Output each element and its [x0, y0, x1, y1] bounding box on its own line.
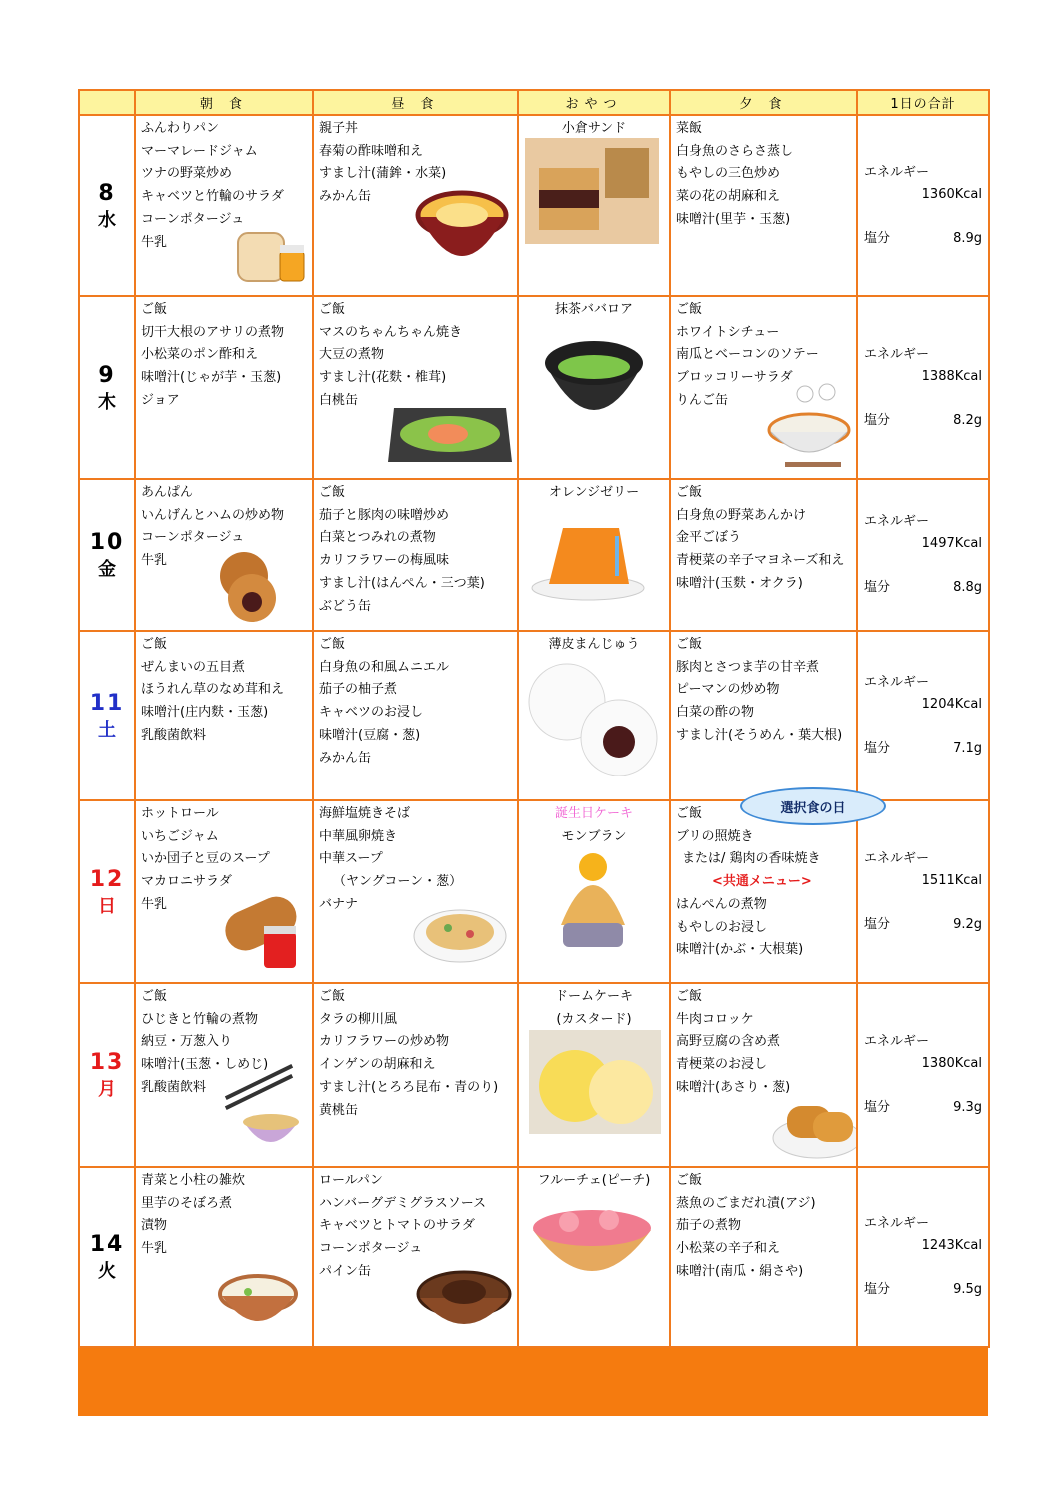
menu-item: ツナの野菜炒め [141, 166, 233, 182]
weekly-menu-table [78, 89, 990, 1348]
menu-item: 漬物 [141, 1218, 168, 1234]
menu-item: 牛乳 [141, 896, 168, 912]
menu-item: すまし汁(花麩・椎茸) [319, 370, 447, 386]
menu-item: 味噌汁(豆腐・葱) [319, 727, 421, 743]
salt-row [858, 228, 988, 250]
manju-icon [527, 662, 665, 776]
dinner-cell [670, 479, 857, 631]
salt-label: 塩分 [864, 916, 891, 932]
day-weekday: 金 [98, 559, 116, 580]
lunch-list [314, 632, 517, 770]
day-number: 13 [89, 1050, 125, 1075]
white-stew-icon [765, 380, 853, 472]
menu-item: はんぺんの煮物 [676, 896, 767, 912]
energy-label: エネルギー [864, 1034, 930, 1049]
dinner-list [671, 116, 856, 232]
menu-item: 黄桃缶 [319, 1102, 359, 1118]
menu-item: 牛乳 [141, 234, 168, 250]
menu-item: 牛乳 [141, 1241, 168, 1257]
daily-total-cell [857, 296, 989, 479]
snack-name: 小倉サンド [561, 121, 627, 136]
menu-item: ブロッコリーサラダ [676, 370, 793, 386]
menu-item: 菜の花の胡麻和え [676, 189, 781, 205]
daily-total-cell [857, 983, 989, 1167]
day-weekday: 日 [98, 895, 116, 917]
header-day [79, 90, 135, 115]
snack-name: 誕生日ケーキ [554, 806, 633, 821]
day-weekday: 水 [98, 209, 116, 231]
menu-item: いか団子と豆のスープ [141, 851, 270, 867]
menu-item: 白身魚の野菜あんかけ [676, 507, 807, 523]
day-weekday: 木 [98, 391, 116, 413]
salt-label: 塩分 [864, 1282, 891, 1297]
menu-item: マーマレードジャム [141, 143, 258, 159]
day-cell [79, 115, 135, 296]
selection-day-badge: 選択食の日 [740, 787, 886, 825]
menu-item: バナナ [319, 896, 359, 912]
dinner-cell [670, 631, 857, 800]
menu-item: ホワイトシチュー [676, 324, 780, 340]
salt-value: 8.2g [953, 412, 982, 428]
footer-bar [78, 1348, 988, 1416]
breakfast-list [136, 1168, 312, 1261]
salt-row [858, 577, 988, 599]
day-number: 14 [89, 1232, 125, 1257]
salt-row [858, 738, 988, 760]
menu-item: もやしのお浸し [676, 919, 768, 935]
menu-item: 春菊の酢味噌和え [319, 143, 424, 159]
mont-blanc-icon [551, 851, 635, 955]
menu-item: 高野豆腐の含め煮 [676, 1034, 781, 1050]
snack-name: ドームケーキ [554, 989, 633, 1004]
day-row [79, 983, 989, 1167]
salt-label: 塩分 [864, 412, 891, 428]
energy-label: エネルギー [864, 674, 930, 690]
breakfast-list [136, 632, 312, 748]
day-number: 10 [89, 530, 125, 555]
day-cell [79, 631, 135, 800]
header-lunch: 昼 食 [313, 90, 518, 115]
menu-item: 味噌汁(南瓜・絹さや) [676, 1263, 804, 1279]
menu-item: ご飯 [676, 806, 703, 821]
menu-item: もやしの三色炒め [676, 166, 781, 182]
shio-yakisoba-icon [412, 902, 508, 966]
snack-cell [518, 479, 670, 631]
salt-label: 塩分 [864, 740, 891, 756]
salt-value: 9.3g [953, 1100, 982, 1115]
menu-item: 小松菜のポン酢和え [141, 347, 259, 363]
menu-item: 白身魚の和風ムニエル [319, 659, 450, 675]
menu-item: ご飯 [676, 302, 703, 317]
menu-item: みかん缶 [319, 750, 372, 766]
snack-cell [518, 296, 670, 479]
menu-item: ぶどう缶 [319, 598, 372, 614]
menu-item: ご飯 [676, 1173, 703, 1188]
menu-item: ロールパン [319, 1173, 383, 1188]
day-row [79, 800, 989, 983]
menu-item: 南瓜とベーコンのソテー [676, 347, 819, 363]
menu-item: 牛乳 [141, 553, 168, 569]
menu-item: 金平ごぼう [676, 530, 742, 546]
menu-item: すまし汁(そうめん・葉大根) [676, 727, 843, 743]
lunch-cell [313, 800, 518, 983]
menu-item: 味噌汁(玉麩・オクラ) [676, 575, 803, 591]
menu-item: <共通メニュー> [712, 874, 812, 890]
ogura-sandwich-icon [525, 138, 659, 244]
header-breakfast: 朝 食 [135, 90, 313, 115]
oyakodon-icon [414, 185, 510, 269]
breakfast-cell [135, 479, 313, 631]
daily-total-cell [857, 1167, 989, 1347]
menu-item: すまし汁(蒲鉾・水菜) [319, 166, 447, 182]
menu-item: 白菜の酢の物 [676, 705, 755, 721]
day-number: 12 [89, 866, 125, 892]
dinner-list [671, 632, 856, 748]
day-cell [79, 983, 135, 1167]
day-cell [79, 479, 135, 631]
daily-total-cell [857, 115, 989, 296]
menu-item: ご飯 [319, 637, 346, 652]
day-row [79, 296, 989, 479]
day-cell [79, 296, 135, 479]
menu-item: ホットロール [141, 806, 219, 821]
snack-name: (カスタード) [556, 1011, 632, 1027]
day-cell [79, 1167, 135, 1347]
snack-cell [518, 800, 670, 983]
salmon-chanchan-yaki-icon [386, 398, 514, 474]
menu-item: すまし汁(とろろ昆布・青のり) [319, 1079, 499, 1095]
snack-name: 抹茶ババロア [554, 302, 633, 317]
menu-item: 白身魚のさらさ蒸し [676, 143, 794, 159]
salt-value: 8.9g [953, 230, 982, 246]
energy-value: 1388Kcal [921, 368, 982, 384]
menu-item: 里芋のそぼろ煮 [141, 1195, 233, 1211]
salt-value: 9.2g [953, 916, 982, 932]
menu-item: 切干大根のアサリの煮物 [141, 324, 285, 340]
menu-item: 味噌汁(玉葱・しめじ) [141, 1057, 269, 1073]
snack-name: オレンジゼリー [548, 485, 640, 500]
day-cell [79, 800, 135, 983]
dome-cake-icon [529, 1030, 661, 1134]
dinner-list [671, 1168, 856, 1284]
breakfast-list [136, 297, 312, 413]
menu-item: カリフラワーの炒め物 [319, 1034, 450, 1050]
menu-item: 中華風卵焼き [319, 828, 398, 844]
menu-item: 味噌汁(かぶ・大根葉) [676, 942, 804, 958]
menu-item: ジョア [141, 392, 180, 408]
menu-item: ご飯 [676, 637, 703, 652]
menu-item: インゲンの胡麻和え [319, 1057, 436, 1073]
daily-total-cell [857, 631, 989, 800]
salt-value: 9.5g [953, 1282, 982, 1297]
dinner-list [671, 984, 856, 1100]
snack-name: モンブラン [561, 828, 627, 844]
day-number: 8 [98, 180, 116, 206]
lunch-list [314, 801, 517, 917]
menu-item: ピーマンの炒め物 [676, 682, 780, 698]
menu-item: ご飯 [319, 485, 346, 500]
snack-cell [518, 115, 670, 296]
daily-total-cell [857, 800, 989, 983]
snack-cell [518, 983, 670, 1167]
salt-row [858, 1279, 988, 1301]
breakfast-cell [135, 115, 313, 296]
menu-item: ご飯 [319, 989, 346, 1004]
energy-value: 1204Kcal [921, 696, 982, 712]
menu-item: マスのちゃんちゃん焼き [319, 324, 463, 340]
salt-label: 塩分 [864, 230, 891, 246]
salt-row [858, 410, 988, 432]
menu-item: 味噌汁(里芋・玉葱) [676, 211, 791, 227]
menu-item: 味噌汁(じゃが芋・玉葱) [141, 370, 282, 386]
snack-name: 薄皮まんじゅう [548, 637, 640, 652]
energy-value: 1497Kcal [921, 536, 982, 551]
menu-item: 菜飯 [676, 121, 703, 136]
salt-label: 塩分 [864, 1100, 891, 1115]
day-weekday: 土 [98, 719, 116, 741]
daily-total-cell [857, 479, 989, 631]
breakfast-cell [135, 983, 313, 1167]
menu-item: りんご缶 [676, 392, 729, 408]
snack-name: フルーチェ(ピーチ) [537, 1173, 651, 1188]
menu-item: ご飯 [141, 637, 168, 652]
lunch-cell [313, 983, 518, 1167]
menu-item: ふんわりパン [141, 121, 220, 136]
dinner-cell [670, 1167, 857, 1347]
energy-label: エネルギー [864, 850, 930, 866]
menu-item: コーンポタージュ [141, 530, 245, 546]
menu-item: いちごジャム [141, 828, 219, 844]
menu-item: 海鮮塩焼きそば [319, 806, 411, 821]
menu-item: 中華スープ [319, 851, 383, 867]
dinner-cell [670, 296, 857, 479]
breakfast-cell [135, 296, 313, 479]
menu-item: または/ 鶏肉の香味焼き [682, 851, 821, 867]
menu-item: 蒸魚のごまだれ漬(アジ) [676, 1195, 816, 1211]
hamburg-steak-icon [414, 1264, 514, 1342]
menu-item: パイン缶 [319, 1263, 372, 1279]
menu-item: 納豆・万葱入り [141, 1034, 233, 1050]
lunch-cell [313, 479, 518, 631]
day-row [79, 115, 989, 296]
salt-row [858, 1097, 988, 1119]
dinner-cell [670, 800, 857, 983]
day-weekday: 月 [98, 1079, 116, 1100]
menu-item: 青梗菜の辛子マヨネーズ和え [676, 553, 845, 569]
menu-item: ブリの照焼き [676, 828, 754, 844]
breakfast-cell [135, 631, 313, 800]
menu-item: 大豆の煮物 [319, 347, 385, 363]
energy-label: エネルギー [864, 514, 930, 529]
menu-item: 茄子の柚子煮 [319, 682, 398, 698]
matcha-bavarois-icon [541, 327, 647, 439]
salt-label: 塩分 [864, 580, 891, 595]
menu-item: 茄子の煮物 [676, 1218, 742, 1234]
day-row [79, 479, 989, 631]
salt-value: 8.8g [953, 580, 982, 595]
lunch-list [314, 297, 517, 413]
lunch-list [314, 984, 517, 1122]
menu-item: いんげんとハムの炒め物 [141, 507, 285, 523]
natto-icon [222, 1062, 302, 1158]
dinner-list [671, 801, 856, 962]
menu-item: マカロニサラダ [141, 874, 232, 890]
lunch-cell [313, 631, 518, 800]
menu-item: 乳酸菌飲料 [141, 727, 207, 743]
energy-value: 1360Kcal [921, 186, 982, 202]
energy-value: 1511Kcal [921, 872, 982, 888]
croquette-icon [771, 1092, 857, 1162]
header-dinner: 夕 食 [670, 90, 857, 115]
salt-value: 7.1g [953, 740, 982, 756]
menu-item: 青菜と小柱の雑炊 [141, 1173, 246, 1188]
dinner-cell [670, 115, 857, 296]
menu-item: すまし汁(はんぺん・三つ葉) [319, 575, 485, 591]
menu-item: コーンポタージュ [141, 211, 245, 227]
menu-item: ご飯 [141, 989, 168, 1004]
bread-jam-icon [232, 223, 308, 289]
menu-item: みかん缶 [319, 189, 372, 205]
menu-item: ご飯 [676, 989, 703, 1004]
menu-item: 青梗菜のお浸し [676, 1057, 768, 1073]
dinner-list [671, 480, 856, 596]
snack-cell [518, 1167, 670, 1347]
menu-item: 乳酸菌飲料 [141, 1079, 207, 1095]
day-row [79, 1167, 989, 1347]
menu-item: ぜんまいの五目煮 [141, 659, 246, 675]
day-number: 11 [89, 690, 125, 716]
lunch-cell [313, 115, 518, 296]
menu-item: 白菜とつみれの煮物 [319, 530, 436, 546]
menu-item: ご飯 [319, 302, 346, 317]
orange-jelly-icon [529, 518, 647, 602]
anpan-icon [214, 552, 282, 624]
breakfast-cell [135, 1167, 313, 1347]
menu-item: ご飯 [676, 485, 703, 500]
menu-item: 親子丼 [319, 121, 359, 136]
energy-value: 1243Kcal [921, 1238, 982, 1253]
menu-item: 茄子と豚肉の味噌炒め [319, 507, 450, 523]
header-snack: おやつ [518, 90, 670, 115]
breakfast-cell [135, 800, 313, 983]
energy-label: エネルギー [864, 1216, 930, 1231]
energy-label: エネルギー [864, 164, 930, 180]
snack-cell [518, 631, 670, 800]
menu-item: （ヤングコーン・葱） [333, 874, 463, 890]
menu-item: 白桃缶 [319, 392, 359, 408]
menu-item: キャベツのお浸し [319, 705, 424, 721]
menu-item: キャベツと竹輪のサラダ [141, 189, 284, 205]
menu-item: タラの柳川風 [319, 1011, 398, 1027]
header-row [79, 90, 989, 115]
menu-item: カリフラワーの梅風味 [319, 553, 450, 569]
hot-roll-jam-icon [220, 890, 308, 970]
salt-row [858, 914, 988, 936]
menu-item: ご飯 [141, 302, 168, 317]
menu-item: 味噌汁(あさり・葱) [676, 1079, 791, 1095]
menu-item: コーンポタージュ [319, 1241, 423, 1257]
menu-item: ひじきと竹輪の煮物 [141, 1011, 259, 1027]
lunch-cell [313, 296, 518, 479]
menu-item: ほうれん草のなめ茸和え [141, 682, 285, 698]
zosui-icon [218, 1270, 298, 1332]
dinner-cell [670, 983, 857, 1167]
day-number: 9 [98, 362, 116, 388]
menu-item: 牛肉コロッケ [676, 1011, 754, 1027]
lunch-list [314, 480, 517, 618]
menu-item: ハンバーグデミグラスソース [319, 1195, 487, 1211]
energy-value: 1380Kcal [921, 1056, 982, 1071]
menu-item: キャベツとトマトのサラダ [319, 1218, 475, 1234]
menu-item: 豚肉とさつま芋の甘辛煮 [676, 659, 820, 675]
day-row [79, 631, 989, 800]
menu-item: あんぱん [141, 485, 194, 500]
fruche-peach-icon [529, 1200, 655, 1288]
day-weekday: 火 [98, 1261, 116, 1282]
header-total: 1日の合計 [857, 90, 989, 115]
energy-label: エネルギー [864, 346, 930, 362]
menu-item: 小松菜の辛子和え [676, 1241, 781, 1257]
lunch-cell [313, 1167, 518, 1347]
menu-item: 味噌汁(庄内麩・玉葱) [141, 705, 269, 721]
